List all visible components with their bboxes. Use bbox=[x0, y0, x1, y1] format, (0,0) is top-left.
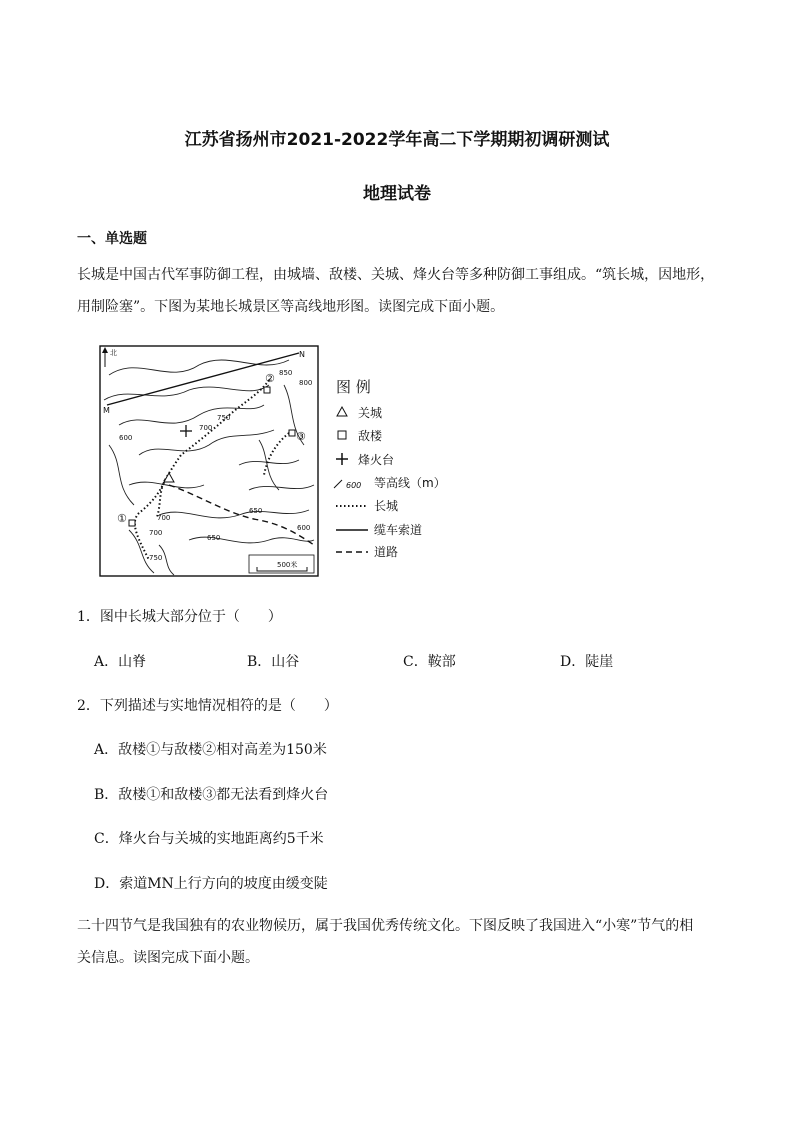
map-marker-2: ② bbox=[265, 372, 275, 385]
question-2-option-a: A．敌楼①与敌楼②相对高差为150米 bbox=[94, 742, 327, 758]
passage-2-line-1: 二十四节气是我国独有的农业物候历，属于我国优秀传统文化。下图反映了我国进入“小寒”节气的相 bbox=[77, 918, 694, 934]
contour-label-700a: 700 bbox=[199, 424, 213, 432]
contour-label-650b: 650 bbox=[207, 534, 221, 542]
document-subtitle: 地理试卷 bbox=[363, 184, 431, 204]
legend-item-wall: 长城 bbox=[374, 499, 399, 513]
question-1-stem: 1．图中长城大部分位于（ ） bbox=[77, 609, 282, 625]
question-2-option-b: B．敌楼①和敌楼③都无法看到烽火台 bbox=[94, 787, 329, 803]
question-2-option-c: C．烽火台与关城的实地距离约5千米 bbox=[94, 831, 324, 847]
contour-label-800: 800 bbox=[299, 379, 313, 387]
map-marker-3: ③ bbox=[296, 430, 306, 443]
contour-label-600b: 600 bbox=[297, 524, 311, 532]
legend-item-watchtower: 敌楼 bbox=[358, 429, 383, 443]
question-1-option-a: A．山脊 bbox=[94, 654, 147, 670]
legend-title: 图 例 bbox=[336, 378, 371, 396]
legend-item-pass: 关城 bbox=[358, 406, 383, 420]
document-title: 江苏省扬州市2021-2022学年高二下学期期初调研测试 bbox=[184, 130, 610, 150]
question-1-option-b: B．山谷 bbox=[247, 654, 300, 670]
contour-line-icon bbox=[334, 480, 342, 488]
question-2-stem: 2．下列描述与实地情况相符的是（ ） bbox=[77, 698, 338, 714]
contour-map bbox=[99, 345, 319, 577]
legend-item-cableway: 缆车索道 bbox=[374, 523, 423, 537]
question-2-option-d: D．索道MN上行方向的坡度由缓变陡 bbox=[94, 876, 328, 892]
passage-1-line-2: 用制险塞”。下图为某地长城景区等高线地形图。读图完成下面小题。 bbox=[77, 299, 505, 315]
map-scale-label: 500米 bbox=[277, 561, 298, 569]
legend-contour-sample: 600 bbox=[346, 481, 362, 490]
map-marker-1: ① bbox=[117, 512, 127, 525]
contour-label-750b: 750 bbox=[149, 554, 163, 562]
legend-item-beacon: 烽火台 bbox=[358, 453, 395, 467]
pass-icon bbox=[337, 407, 347, 416]
map-point-n: N bbox=[299, 350, 305, 359]
contour-label-700b: 700 bbox=[157, 514, 171, 522]
contour-label-650a: 650 bbox=[249, 507, 263, 515]
map-point-m: M bbox=[103, 406, 110, 415]
watchtower-icon bbox=[338, 431, 346, 439]
map-legend bbox=[330, 370, 470, 570]
legend-item-road: 道路 bbox=[374, 545, 399, 559]
passage-2-line-2: 关信息。读图完成下面小题。 bbox=[77, 950, 259, 966]
map-north-label: 北 bbox=[110, 349, 117, 357]
contour-label-850: 850 bbox=[279, 369, 293, 377]
beacon-icon bbox=[336, 453, 348, 465]
contour-label-600: 600 bbox=[119, 434, 133, 442]
contour-label-700c: 700 bbox=[149, 529, 163, 537]
legend-item-contour: 等高线（m） bbox=[374, 476, 446, 490]
passage-1-line-1: 长城是中国古代军事防御工程，由城墙、敌楼、关城、烽火台等多种防御工事组成。“筑长城，因地形， bbox=[77, 267, 715, 283]
question-1-option-c: C．鞍部 bbox=[403, 654, 456, 670]
section-heading: 一、单选题 bbox=[77, 231, 147, 247]
question-1-option-d: D．陡崖 bbox=[560, 654, 614, 670]
contour-label-750: 750 bbox=[217, 414, 231, 422]
